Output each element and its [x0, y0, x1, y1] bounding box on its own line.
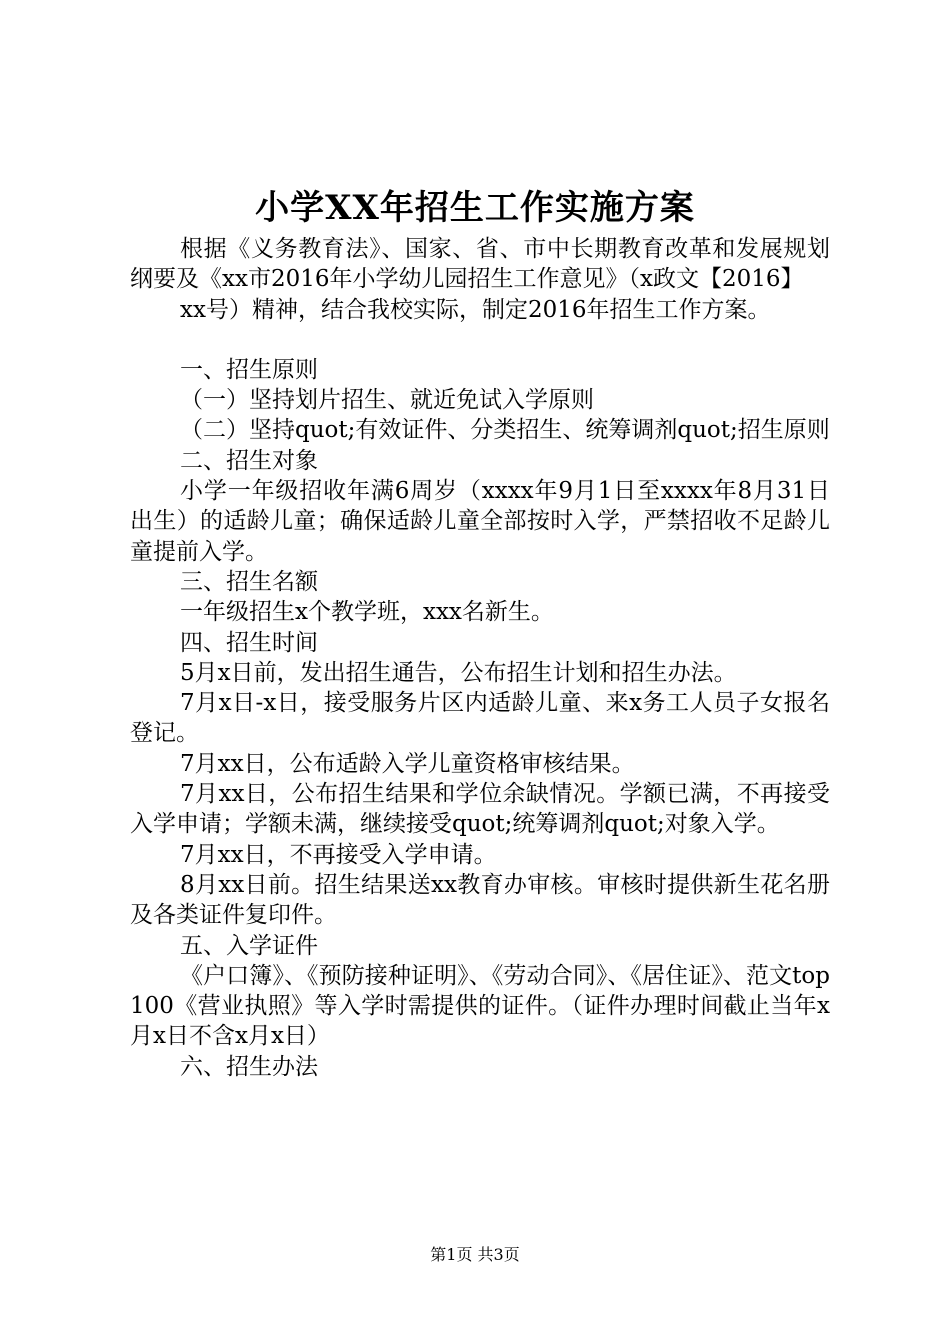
document-title: 小学XX年招生工作实施方案 — [255, 188, 695, 228]
paragraph-principle-1: （一）坚持划片招生、就近免试入学原则 — [180, 387, 594, 414]
paragraph-schedule-6: 8月xx日前。招生结果送xx教育办审核。审核时提供新生花名册及各类证件复印件。 — [130, 871, 830, 929]
paragraph-schedule-5: 7月xx日，不再接受入学申请。 — [180, 841, 497, 868]
paragraph-schedule-3: 7月xx日，公布适龄入学儿童资格审核结果。 — [180, 750, 635, 777]
paragraph-schedule-4: 7月xx日，公布招生结果和学位余缺情况。学额已满，不再接受入学申请；学额未满，继续接受quot;统筹调剂quot;对象入学。 — [130, 781, 830, 838]
paragraph-schedule-2: 7月x日-x日，接受服务片区内适龄儿童、来x务工人员子女报名登记。 — [130, 690, 830, 747]
section-heading-quota: 三、招生名额 — [180, 568, 318, 595]
paragraph-quota: 一年级招生x个教学班，xxx名新生。 — [180, 599, 554, 626]
page-footer: 第1页 共3页 — [430, 1245, 520, 1264]
section-heading-documents: 五、入学证件 — [180, 932, 318, 959]
paragraph-targets: 小学一年级招收年满6周岁（xxxx年9月1日至xxxx年8月31日出生）的适龄儿童；确保适龄儿童全部按时入学，严禁招收不足龄儿童提前入学。 — [130, 478, 830, 565]
document-body — [130, 234, 830, 1082]
paragraph-principle-2: （二）坚持quot;有效证件、分类招生、统筹调剂quot;招生原则 — [180, 417, 830, 444]
section-heading-targets: 二、招生对象 — [180, 447, 318, 474]
paragraph-intro-cont: xx号）精神，结合我校实际，制定2016年招生工作方案。 — [180, 296, 771, 323]
section-heading-schedule: 四、招生时间 — [180, 629, 318, 656]
section-heading-methods: 六、招生办法 — [180, 1053, 318, 1080]
paragraph-documents: 《户口簿》、《预防接种证明》、《劳动合同》、《居住证》、范文top100《营业执照》等入学时需提供的证件。（证件办理时间截止当年x月x日不含x月x日） — [130, 962, 830, 1050]
paragraph-intro: 根据《义务教育法》、国家、省、市中长期教育改革和发展规划纲要及《xx市2016年小学幼儿园招生工作意见》（x政文【2016】 — [130, 236, 830, 293]
paragraph-schedule-1: 5月x日前，发出招生通告，公布招生计划和招生办法。 — [180, 659, 737, 686]
section-heading-principles: 一、招生原则 — [180, 356, 318, 383]
